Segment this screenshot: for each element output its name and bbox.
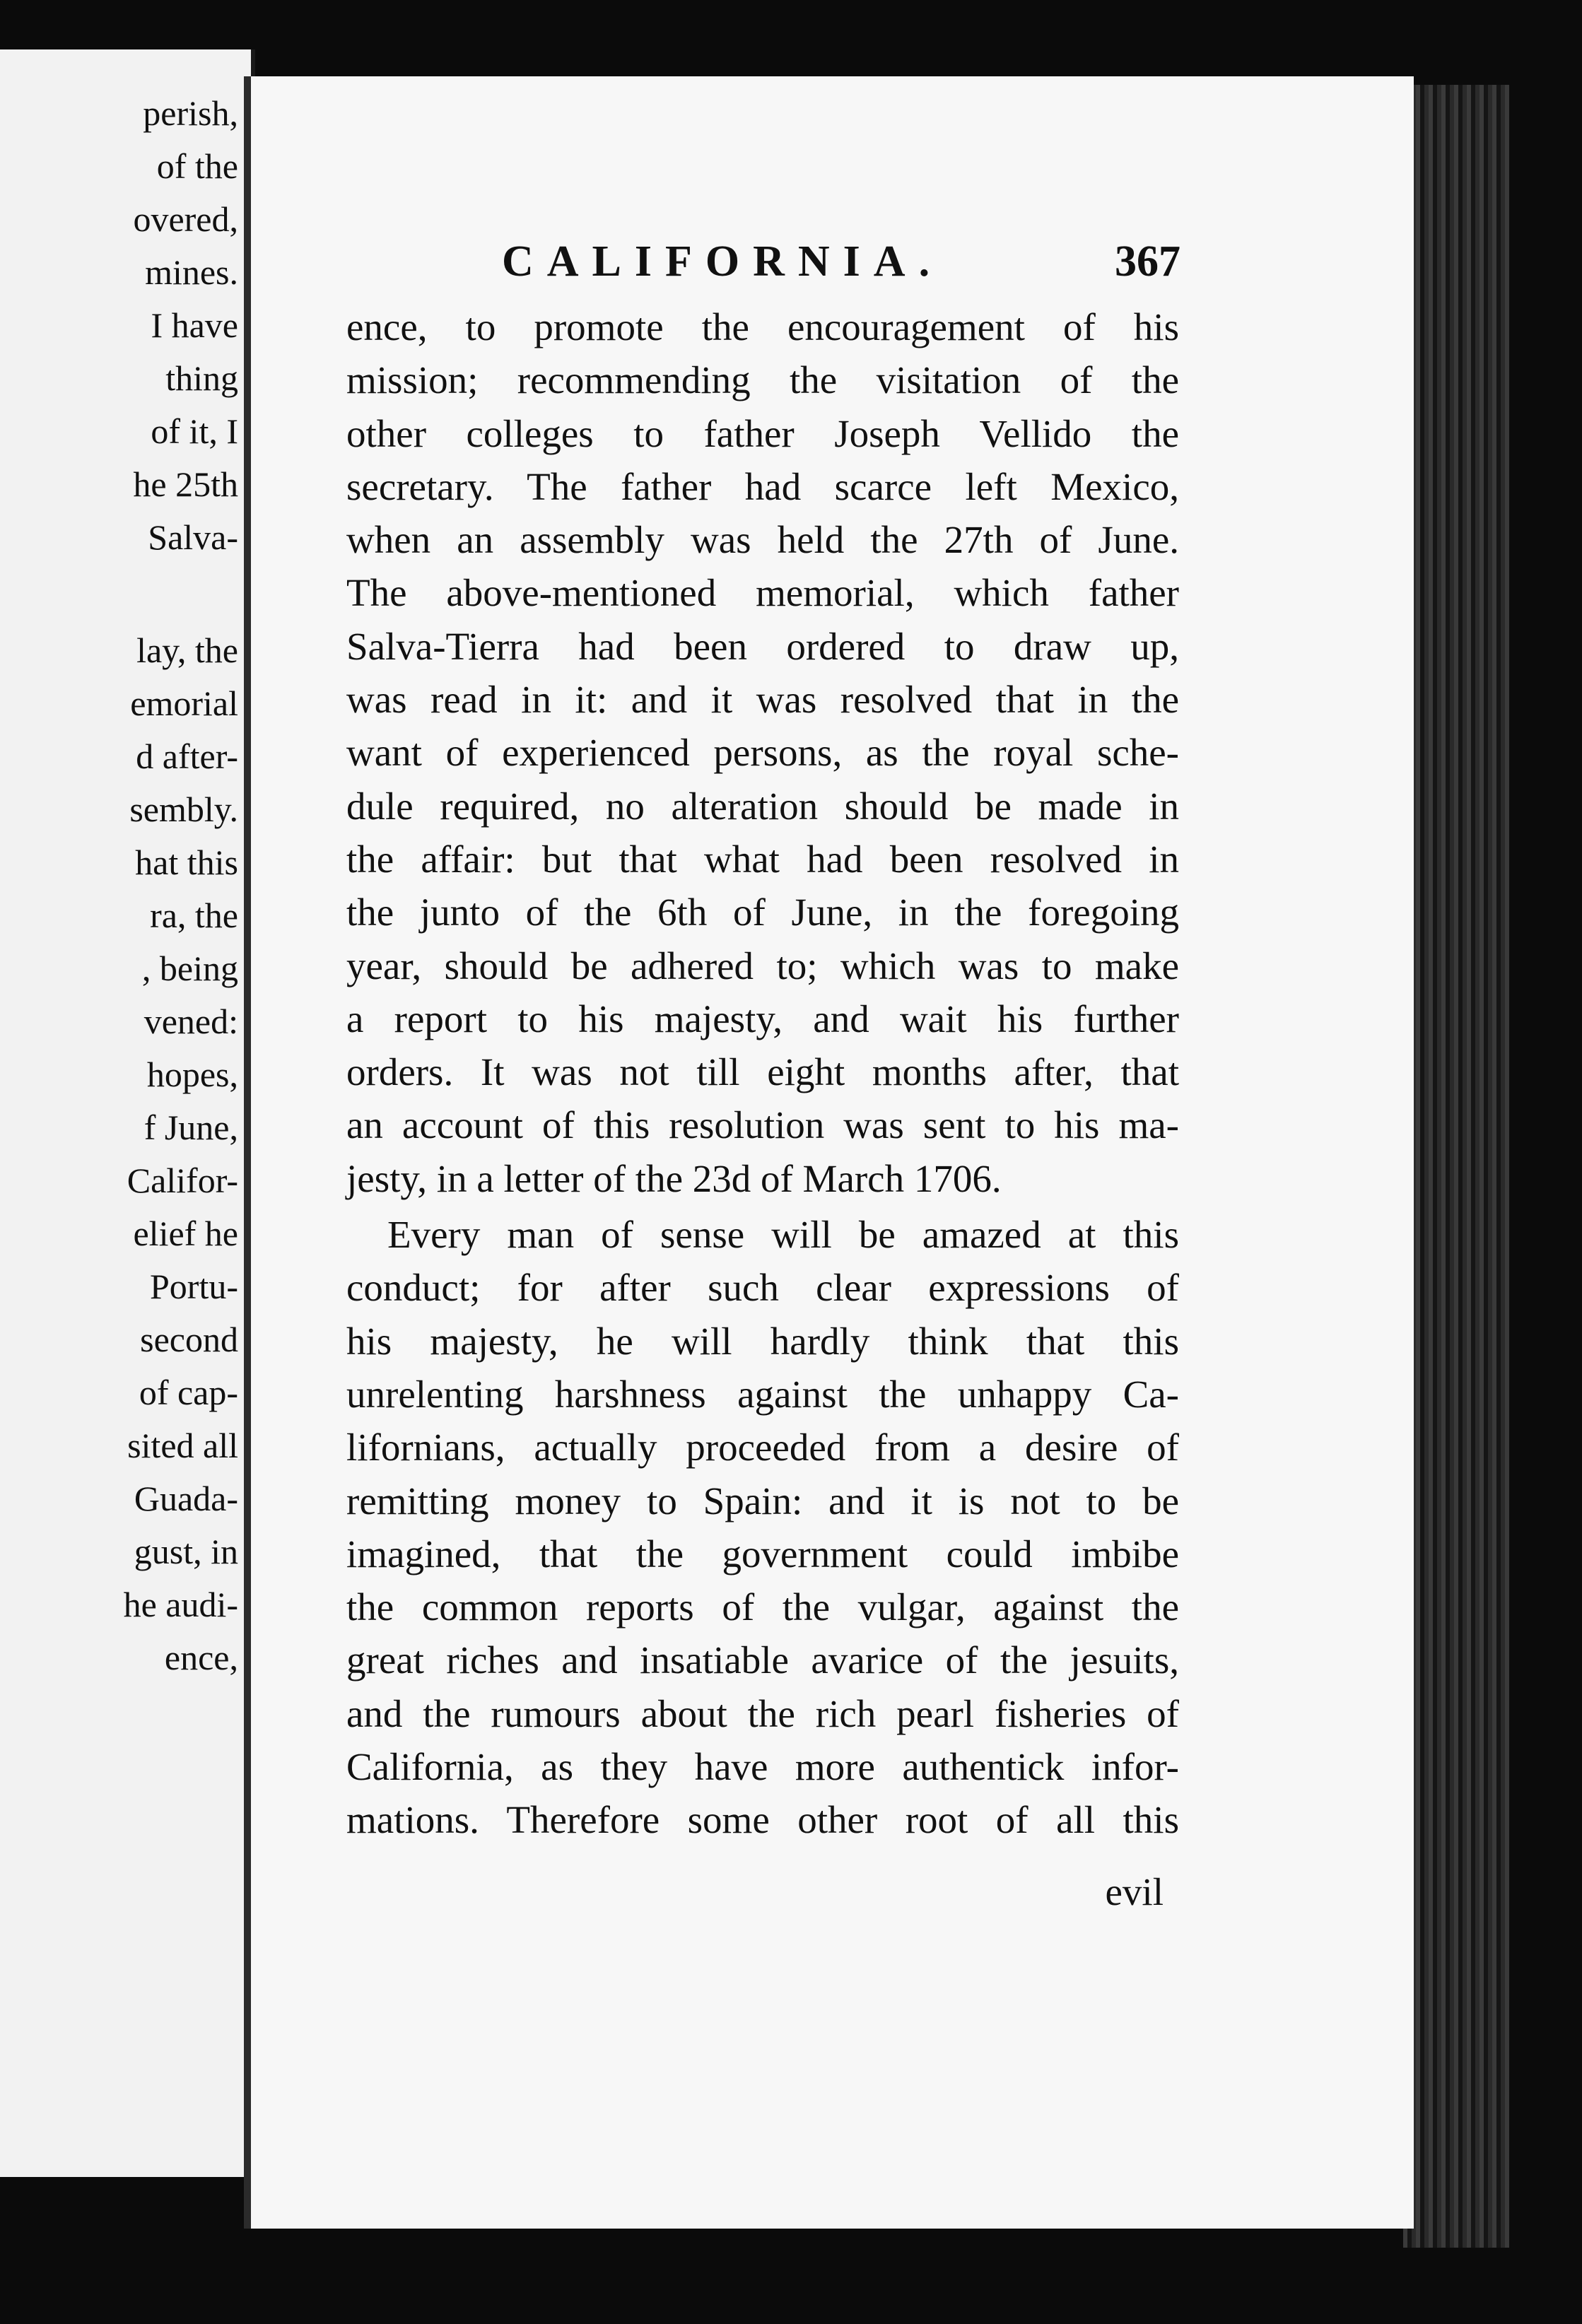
text-line: the common reports of the vulgar, against the	[346, 1585, 1179, 1629]
text-line: orders. It was not till eight months after, that	[346, 1050, 1179, 1094]
left-page-line: perish,	[143, 93, 238, 133]
left-page-line: he 25th	[133, 464, 238, 504]
left-page-line: of the	[156, 146, 238, 186]
left-page-line: Guada-	[134, 1479, 238, 1518]
text-line: California, as they have more authentick infor-	[346, 1745, 1179, 1789]
text-line: his majesty, he will hardly think that this	[346, 1319, 1179, 1363]
page-number: 367	[1115, 237, 1180, 286]
text-line: want of experienced persons, as the royal sche-	[346, 731, 1179, 775]
left-page-line: Salva-	[148, 517, 238, 557]
left-page-line: mines.	[145, 252, 238, 292]
text-line-last: jesty, in a letter of the 23d of March 1706.	[346, 1156, 1002, 1200]
text-line: when an assembly was held the 27th of June.	[346, 518, 1179, 562]
facing-page	[0, 49, 255, 2177]
text-line: mission; recommending the visitation of the	[346, 358, 1179, 402]
left-page-line: of cap-	[139, 1373, 238, 1412]
text-line: ence, to promote the encouragement of his	[346, 305, 1179, 348]
text-line: an account of this resolution was sent to his ma-	[346, 1103, 1179, 1147]
left-page-line: ra, the	[150, 896, 238, 935]
left-page-line: elief he	[133, 1214, 238, 1253]
left-page-line: I have	[151, 305, 238, 345]
text-line: great riches and insatiable avarice of the jesuits,	[346, 1638, 1179, 1682]
text-line: remitting money to Spain: and it is not to be	[346, 1479, 1179, 1522]
left-page-line: Califor-	[127, 1161, 238, 1200]
text-line: Every man of sense will be amazed at this	[387, 1213, 1179, 1257]
text-line: other colleges to father Joseph Vellido the	[346, 411, 1179, 455]
text-line: secretary. The father had scarce left Mexico,	[346, 464, 1179, 508]
left-page-line: gust, in	[134, 1532, 238, 1571]
text-line: The above-mentioned memorial, which father	[346, 571, 1179, 615]
left-page-line: ence,	[164, 1638, 238, 1677]
text-line: the affair: but that what had been resolved in	[346, 837, 1179, 881]
left-page-line: hat this	[135, 843, 238, 882]
left-page-line: emorial	[130, 683, 238, 723]
text-line: conduct; for after such clear expressions of	[346, 1266, 1179, 1310]
text-line: dule required, no alteration should be made in	[346, 784, 1179, 828]
left-page-line: of it, I	[151, 411, 238, 451]
catchword: evil	[1105, 1870, 1164, 1913]
text-line: unrelenting harshness against the unhappy Ca-	[346, 1372, 1179, 1416]
left-page-line: hopes,	[146, 1055, 238, 1094]
left-page-line: f June,	[143, 1108, 238, 1147]
text-line: was read in it: and it was resolved that in the	[346, 678, 1179, 722]
left-page-line: vened:	[143, 1002, 238, 1041]
text-line: a report to his majesty, and wait his further	[346, 997, 1179, 1040]
text-line: lifornians, actually proceeded from a desire of	[346, 1426, 1179, 1469]
left-page-line: , being	[141, 949, 238, 988]
text-line: Salva-Tierra had been ordered to draw up,	[346, 624, 1179, 668]
page-header	[502, 237, 1180, 293]
text-line: the junto of the 6th of June, in the foregoing	[346, 891, 1179, 934]
left-page-line: sembly.	[129, 790, 238, 829]
page-edges	[1403, 85, 1509, 2248]
left-page-line: Portu-	[150, 1267, 238, 1306]
text-line: and the rumours about the rich pearl fisheries of	[346, 1691, 1179, 1735]
left-page-line: sited all	[127, 1426, 238, 1465]
text-line: imagined, that the government could imbibe	[346, 1532, 1179, 1575]
left-page-line: second	[140, 1320, 238, 1359]
left-page-line: d after-	[136, 736, 238, 776]
body-text	[346, 300, 1179, 1847]
left-page-line: overed,	[133, 199, 238, 239]
left-page-line: lay, the	[136, 630, 238, 670]
text-line: year, should be adhered to; which was to make	[346, 944, 1179, 987]
text-line: mations. Therefore some other root of all this	[346, 1798, 1179, 1842]
running-title: CALIFORNIA.	[502, 237, 944, 286]
left-page-line: he audi-	[123, 1585, 238, 1624]
left-page-line: thing	[165, 358, 238, 398]
